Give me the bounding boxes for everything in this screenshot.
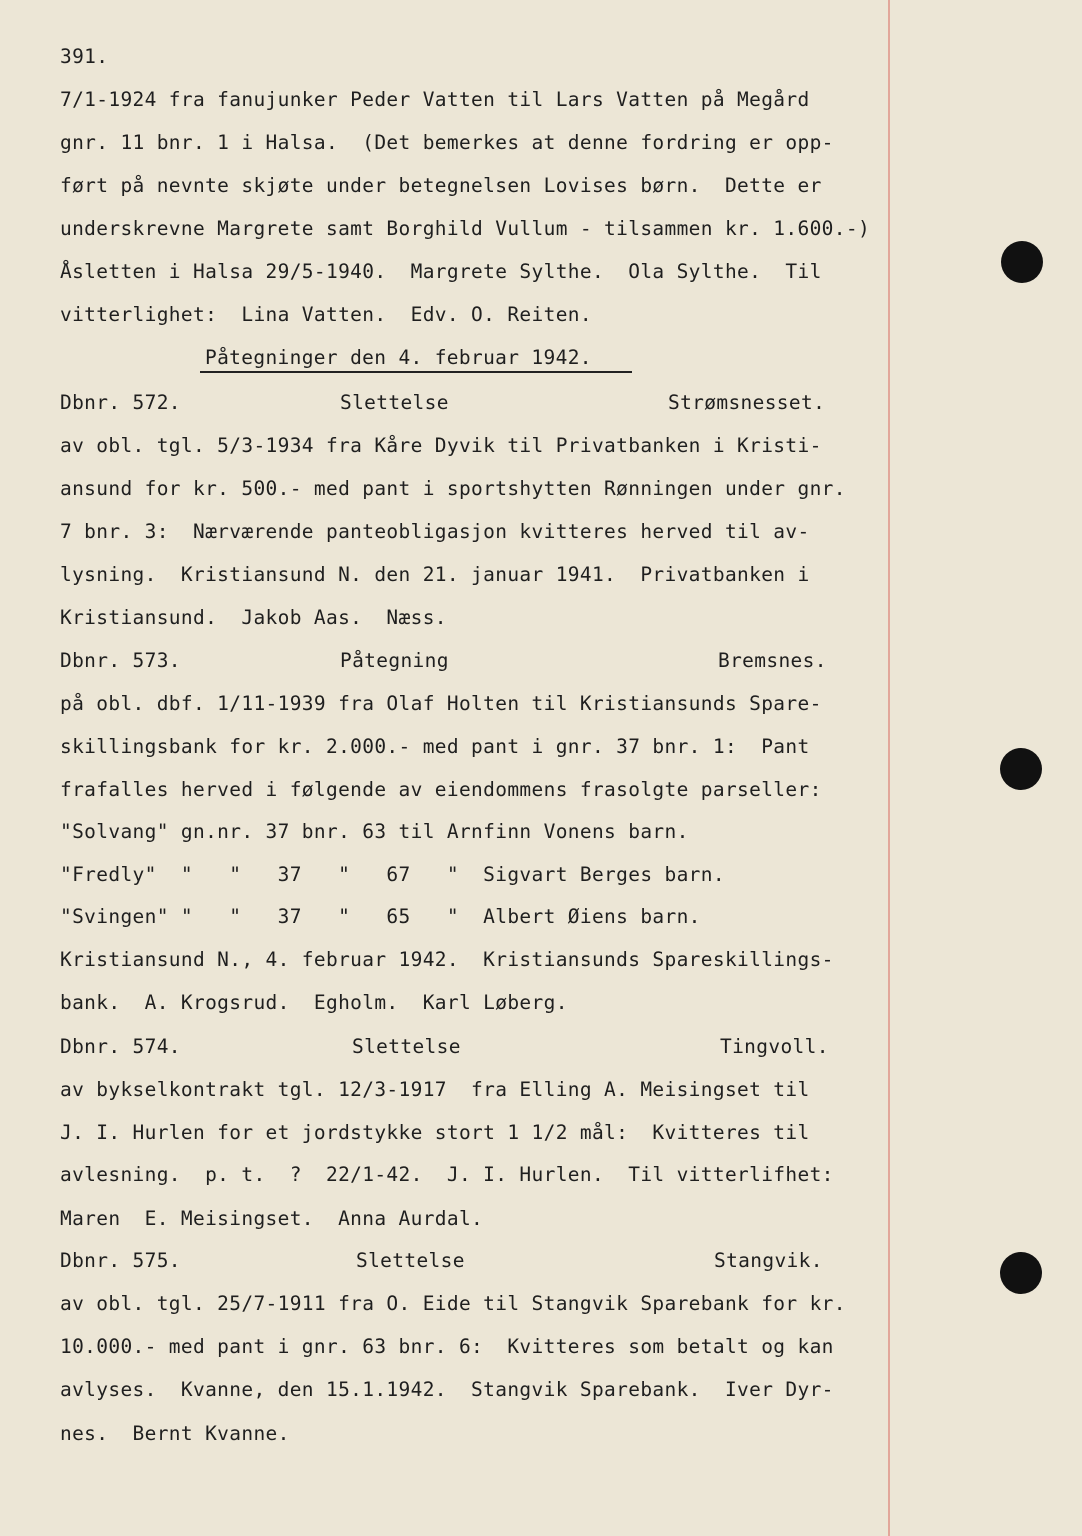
- text-line: avlyses. Kvanne, den 15.1.1942. Stangvik Sparebank. Iver Dyr-: [60, 1378, 834, 1401]
- margin-rule: [888, 0, 890, 1536]
- entry-place: Tingvoll.: [720, 1035, 829, 1058]
- text-line: på obl. dbf. 1/11-1939 fra Olaf Holten til Kristiansunds Spare-: [60, 692, 822, 715]
- text-line: ført på nevnte skjøte under betegnelsen Lovises børn. Dette er: [60, 174, 822, 197]
- entry-dbnr: Dbnr. 574.: [60, 1035, 181, 1058]
- text-line: underskrevne Margrete samt Borghild Vullum - tilsammen kr. 1.600.-): [60, 217, 871, 240]
- text-line: skillingsbank for kr. 2.000.- med pant i gnr. 37 bnr. 1: Pant: [60, 735, 810, 758]
- text-line: nes. Bernt Kvanne.: [60, 1422, 290, 1445]
- entry-dbnr: Dbnr. 575.: [60, 1249, 181, 1272]
- text-line: bank. A. Krogsrud. Egholm. Karl Løberg.: [60, 991, 568, 1014]
- entry-type: Slettelse: [356, 1249, 465, 1272]
- entry-place: Strømsnesset.: [668, 391, 826, 414]
- text-line: 7/1-1924 fra fanujunker Peder Vatten til Lars Vatten på Megård: [60, 88, 810, 111]
- text-line: Maren E. Meisingset. Anna Aurdal.: [60, 1207, 484, 1230]
- punch-hole: [1000, 1252, 1042, 1294]
- text-line: J. I. Hurlen for et jordstykke stort 1 1/2 mål: Kvitteres til: [60, 1121, 810, 1144]
- text-line: "Fredly" " " 37 " 67 " Sigvart Berges barn.: [60, 863, 725, 886]
- text-line: Åsletten i Halsa 29/5-1940. Margrete Sylthe. Ola Sylthe. Til: [60, 260, 822, 283]
- page-number: 391.: [60, 45, 109, 68]
- text-line: avlesning. p. t. ? 22/1-42. J. I. Hurlen. Til vitterlifhet:: [60, 1163, 834, 1186]
- text-line: 10.000.- med pant i gnr. 63 bnr. 6: Kvitteres som betalt og kan: [60, 1335, 834, 1358]
- section-heading: Påtegninger den 4. februar 1942.: [205, 346, 592, 369]
- text-line: gnr. 11 bnr. 1 i Halsa. (Det bemerkes at denne fordring er opp-: [60, 131, 834, 154]
- text-line: 7 bnr. 3: Nærværende panteobligasjon kvitteres herved til av-: [60, 520, 810, 543]
- text-line: "Svingen" " " 37 " 65 " Albert Øiens barn.: [60, 905, 701, 928]
- text-line: vitterlighet: Lina Vatten. Edv. O. Reiten.: [60, 303, 592, 326]
- entry-dbnr: Dbnr. 572.: [60, 391, 181, 414]
- text-line: av obl. tgl. 25/7-1911 fra O. Eide til Stangvik Sparebank for kr.: [60, 1292, 846, 1315]
- entry-place: Stangvik.: [714, 1249, 823, 1272]
- entry-type: Slettelse: [352, 1035, 461, 1058]
- entry-type: Slettelse: [340, 391, 449, 414]
- entry-type: Påtegning: [340, 649, 449, 672]
- text-line: av obl. tgl. 5/3-1934 fra Kåre Dyvik til Privatbanken i Kristi-: [60, 434, 822, 457]
- text-line: lysning. Kristiansund N. den 21. januar 1941. Privatbanken i: [60, 563, 810, 586]
- text-line: ansund for kr. 500.- med pant i sportshytten Rønningen under gnr.: [60, 477, 846, 500]
- entry-dbnr: Dbnr. 573.: [60, 649, 181, 672]
- text-line: Kristiansund. Jakob Aas. Næss.: [60, 606, 447, 629]
- heading-underline: [200, 371, 632, 373]
- text-line: "Solvang" gn.nr. 37 bnr. 63 til Arnfinn Vonens barn.: [60, 820, 689, 843]
- punch-hole: [1000, 748, 1042, 790]
- text-line: frafalles herved i følgende av eiendommens frasolgte parseller:: [60, 778, 822, 801]
- entry-place: Bremsnes.: [718, 649, 827, 672]
- text-line: av bykselkontrakt tgl. 12/3-1917 fra Elling A. Meisingset til: [60, 1078, 810, 1101]
- punch-hole: [1001, 241, 1043, 283]
- text-line: Kristiansund N., 4. februar 1942. Kristiansunds Spareskillings-: [60, 948, 834, 971]
